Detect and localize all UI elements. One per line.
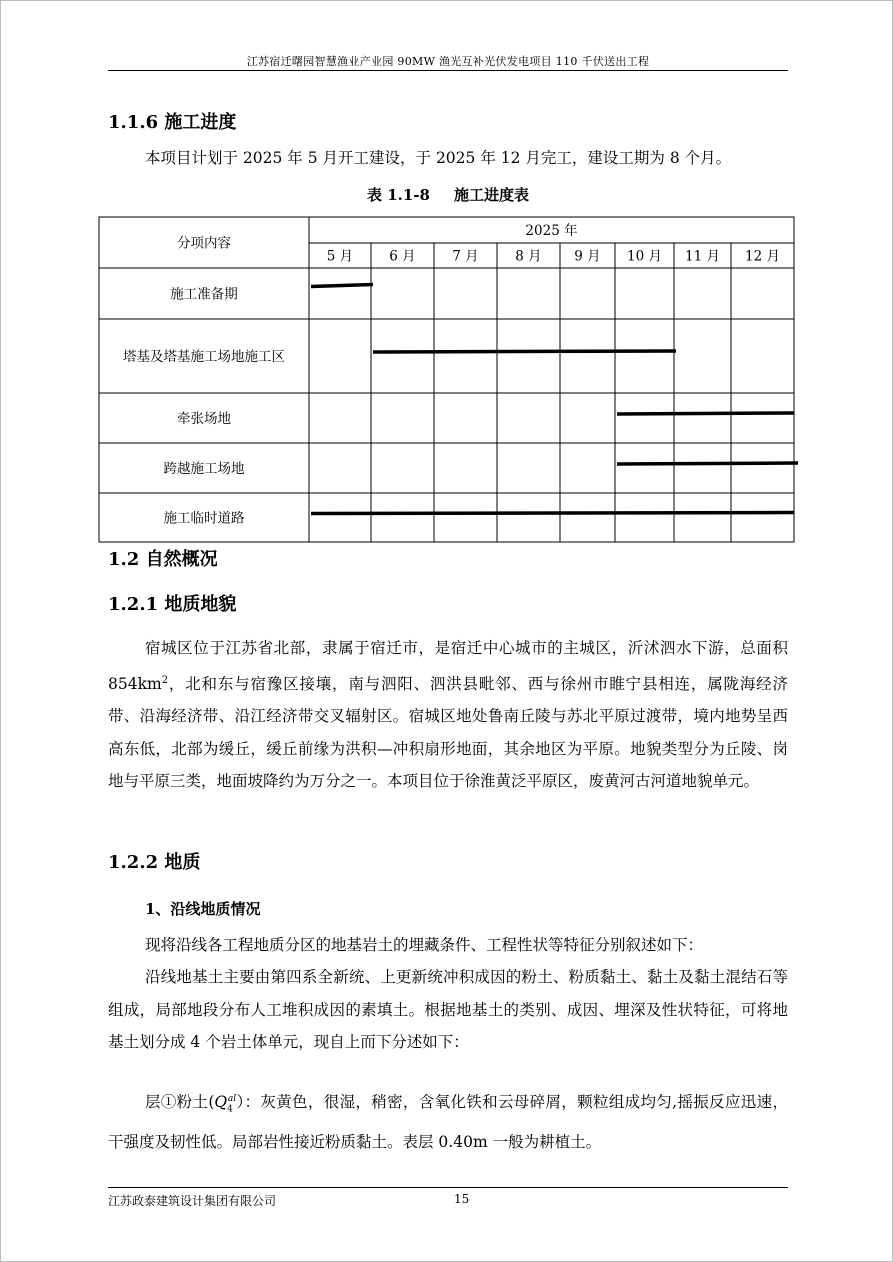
schedule-bar [617, 463, 798, 464]
heading-116: 1.1.6 施工进度 [108, 112, 237, 133]
page-header: 江苏宿迁曙园智慧渔业产业园 90MW 渔光互补光伏发电项目 110 千伏送出工程 [246, 55, 650, 68]
month-header: 12 月 [745, 248, 780, 265]
paragraph-geology-intro: 现将沿线各工程地质分区的地基岩土的埋藏条件、工程性状等特征分别叙述如下： [145, 936, 704, 954]
task-label: 施工临时道路 [163, 510, 245, 527]
task-label: 跨越施工场地 [163, 461, 245, 477]
quaternary-superscript: al [227, 1094, 237, 1104]
schedule-bar [311, 513, 794, 514]
month-header: 8 月 [515, 248, 542, 265]
quaternary-symbol: Q [214, 1093, 228, 1112]
table-year-header: 2025 年 [525, 223, 578, 239]
paragraph-geology-detail: 沿线地基土主要由第四系全新统、上更新统冲积成因的粉土、粉质黏土、黏土及黏土混结石等组成，局部地段分布人工堆积成因的素填土。根据地基土的类别、成因、埋深及性状特征，可将地基土划分成 4 个岩土体单元，现自上而下分述如下： [108, 968, 788, 1051]
task-label: 牵张场地 [177, 411, 231, 427]
layer1-description: ）：灰黄色，很湿，稍密，含氧化铁和云母碎屑，颗粒组成均匀,摇振反应迅速，干强度及韧性低。局部岩性接近粉质黏土。表层 0.40m 一般为耕植土。 [108, 1093, 788, 1151]
page-number: 15 [454, 1192, 470, 1206]
schedule-bar [617, 413, 794, 414]
quaternary-subscript: 4 [227, 1104, 233, 1115]
schedule-bar [373, 351, 676, 352]
task-label: 塔基及塔基施工场地施工区 [123, 349, 285, 365]
geomorph-text-a: 宿城区位于江苏省北部，隶属于宿迁市，是宿迁中心城市的主城区，沂沭泗水下游，总面积 854km [108, 639, 788, 693]
month-header: 11 月 [685, 248, 720, 265]
month-header: 7 月 [452, 248, 479, 265]
schedule-table [0, 0, 893, 560]
geomorph-text-b: ，北和东与宿豫区接壤，南与泗阳、泗洪县毗邻、西与徐州市睢宁县相连，属陇海经济带、沿海经济带、沿江经济带交叉辐射区。宿城区地处鲁南丘陵与苏北平原过渡带，境内地势呈西高东低，北部为缓丘，缓丘前缘为洪积—冲积扇形地面，其余地区为平原。地貌类型分为丘陵、岗地与平原三类，地面坡降约为万分之一。本项目位于徐淮黄泛平原区，废黄河古河道地貌单元。 [108, 674, 788, 791]
month-header: 6 月 [389, 248, 416, 265]
subheading-route-geology: 1、沿线地质情况 [145, 900, 261, 918]
layer1-prefix: 层①粉土( [145, 1093, 215, 1112]
table-caption-title: 施工进度表 [453, 186, 529, 204]
area-unit-superscript: 2 [161, 674, 169, 686]
heading-122: 1.2.2 地质 [108, 852, 201, 873]
paragraph-layer-1 [108, 1083, 788, 1158]
paragraph-schedule-intro: 本项目计划于 2025 年 5 月开工建设，于 2025 年 12 月完工，建设工期为 8 个月。 [145, 149, 732, 167]
footer-rule [108, 1187, 788, 1188]
heading-121: 1.2.1 地质地貌 [108, 594, 237, 615]
task-label: 施工准备期 [170, 286, 238, 303]
heading-12: 1.2 自然概况 [108, 549, 218, 570]
paragraph-geomorphology [108, 632, 788, 798]
month-header: 10 月 [627, 248, 662, 265]
schedule-bar [311, 285, 373, 287]
month-header: 9 月 [574, 248, 601, 265]
table-caption-number: 表 1.1-8 [367, 186, 430, 204]
footer-company: 江苏政泰建筑设计集团有限公司 [108, 1194, 277, 1208]
month-header: 5 月 [326, 248, 354, 265]
table-corner-header: 分项内容 [177, 235, 231, 252]
